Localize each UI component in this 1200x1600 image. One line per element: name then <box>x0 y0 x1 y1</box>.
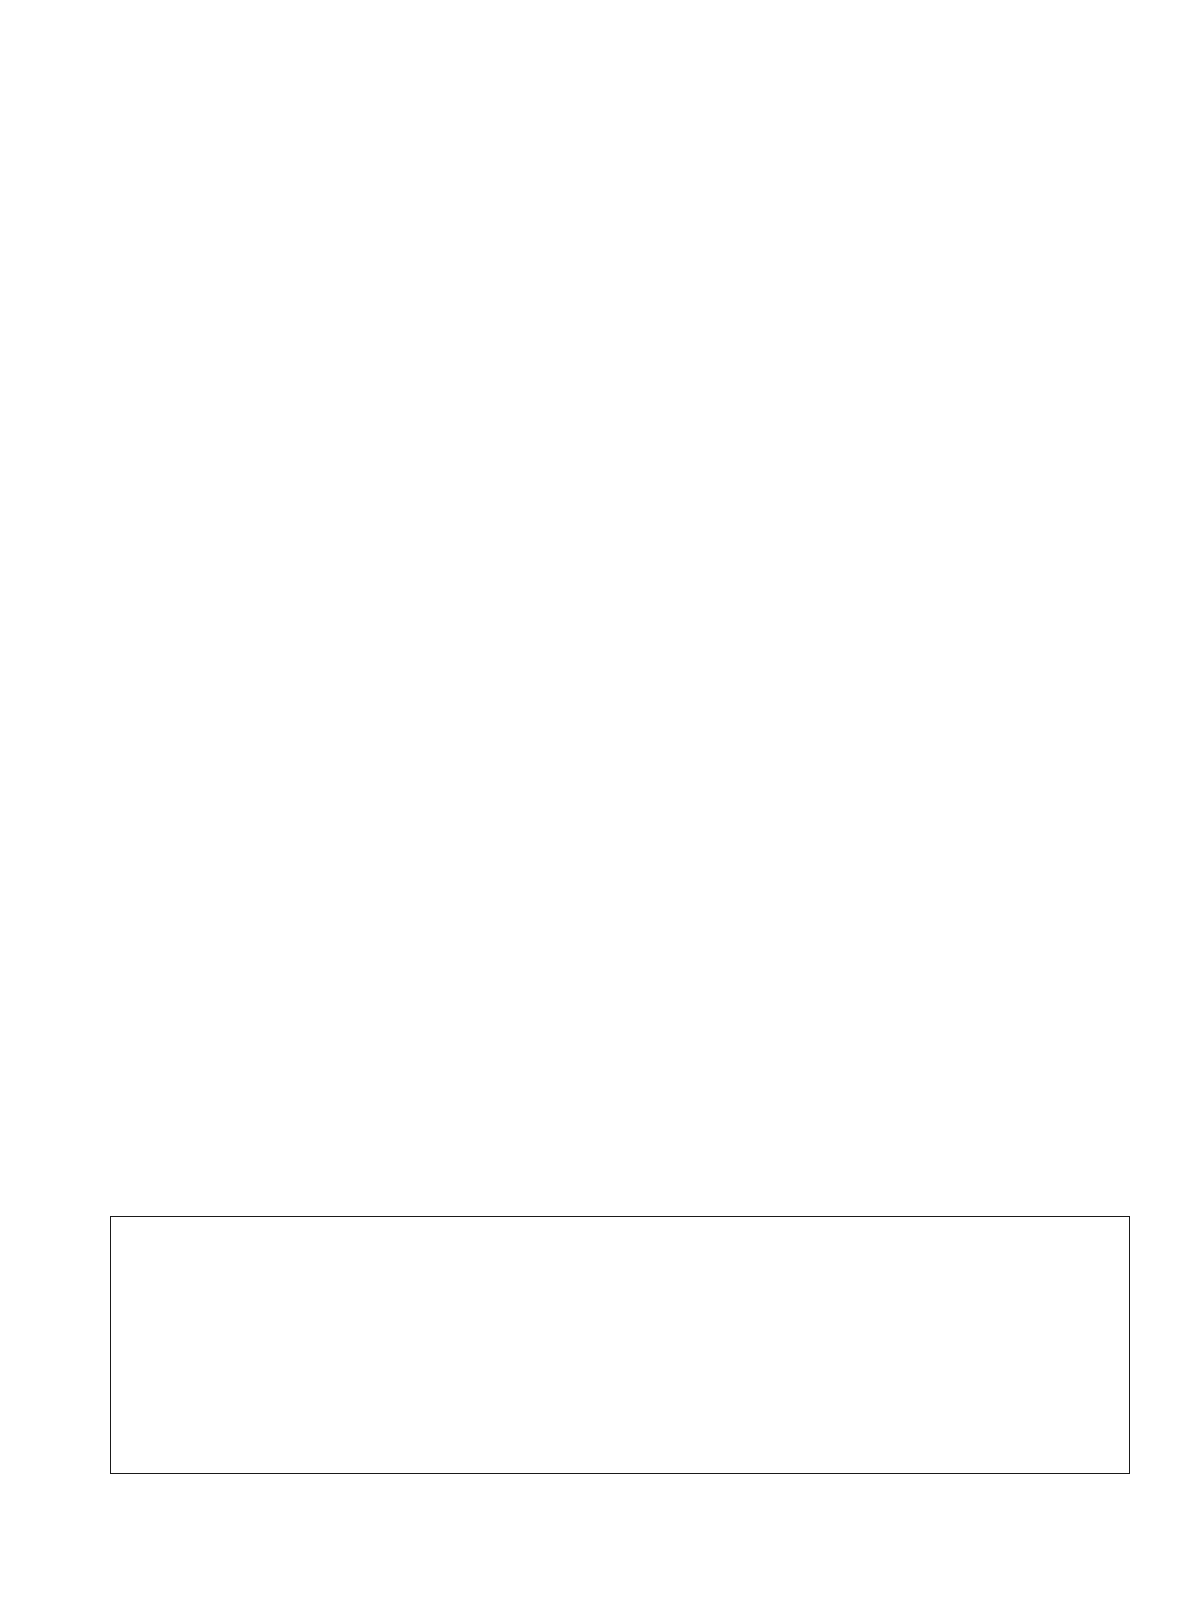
teacher-question <box>123 1229 1129 1260</box>
teacher-qa-box <box>110 1216 1130 1474</box>
worksheet-header <box>100 14 1170 40</box>
